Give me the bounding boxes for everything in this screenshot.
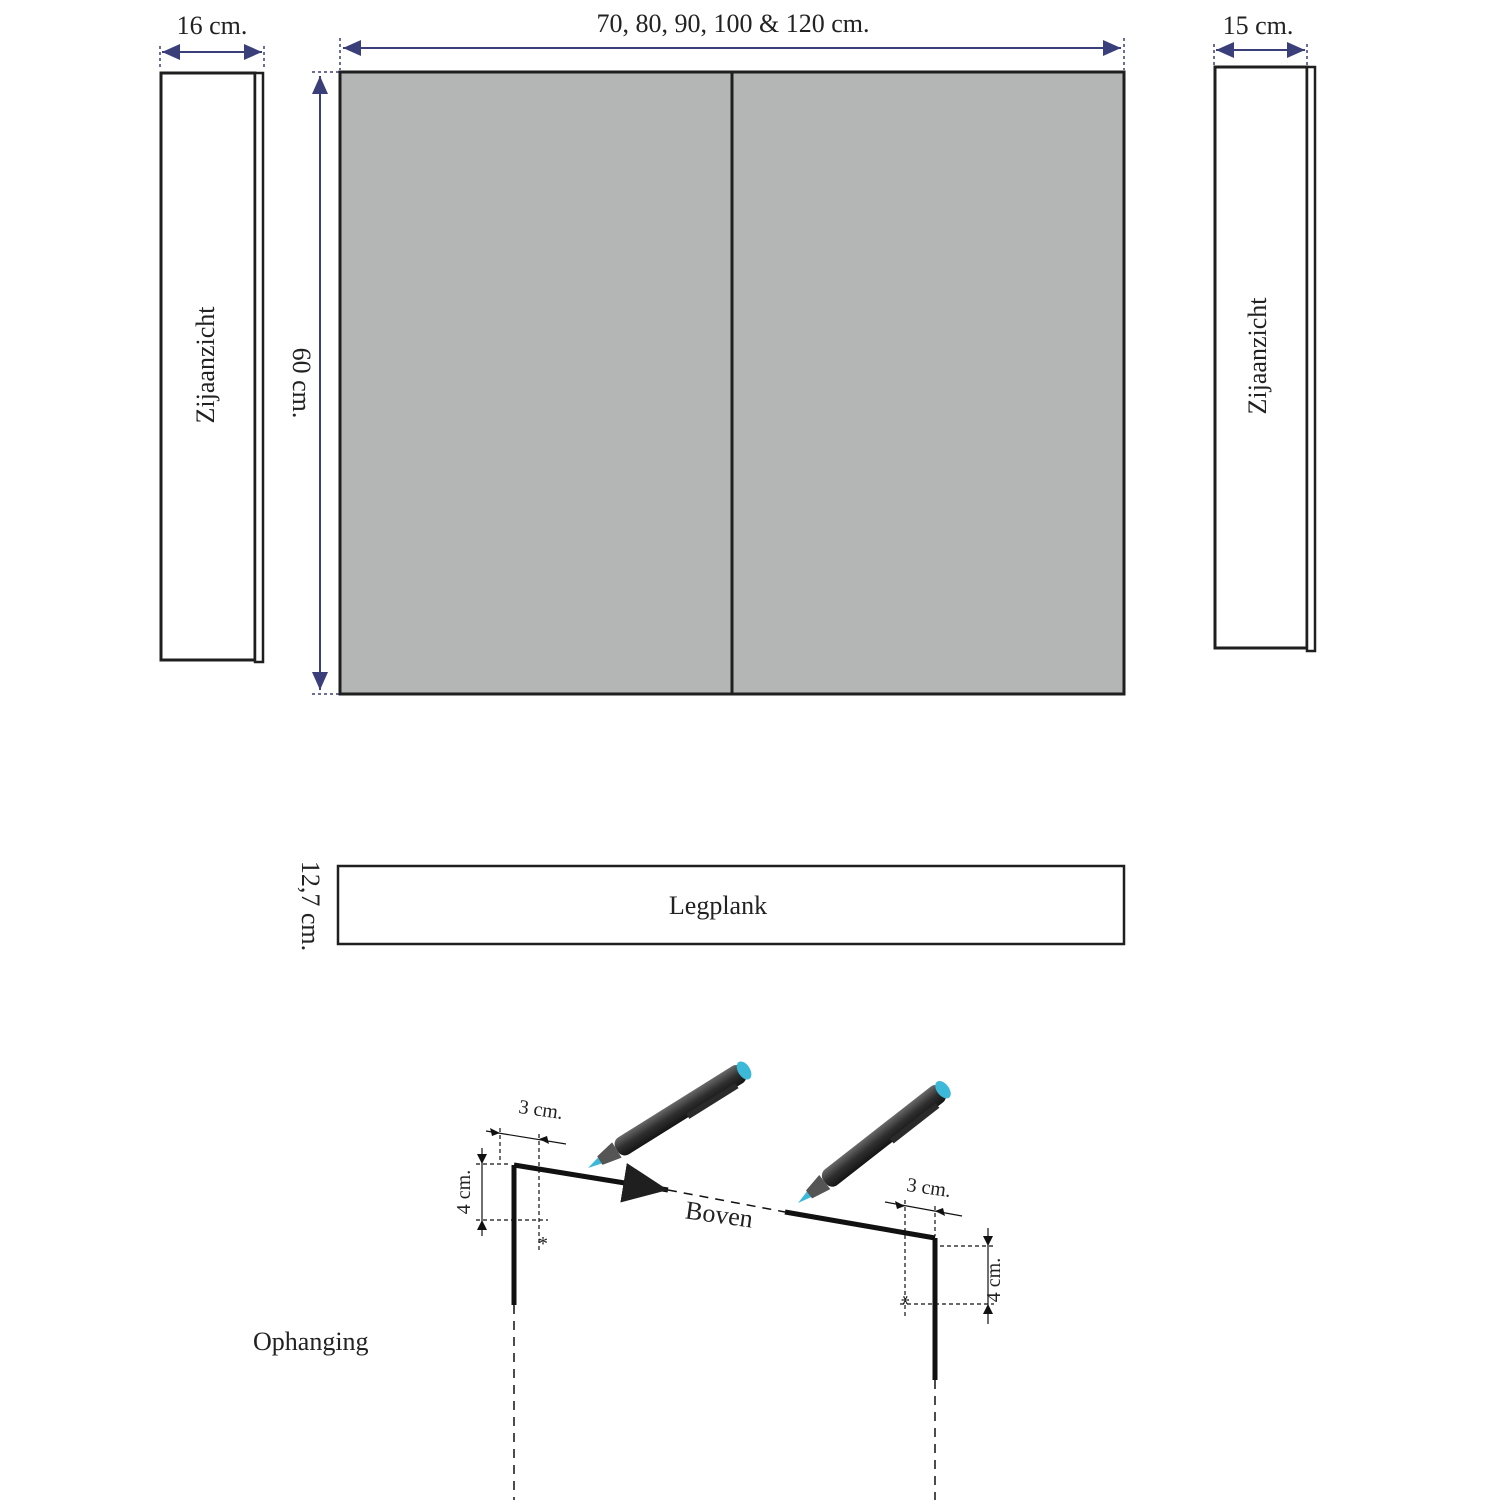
front-height-label: 60 cm. xyxy=(287,347,316,419)
left-side-view-label: Zijaanzicht xyxy=(191,306,220,424)
left-side-door-edge xyxy=(255,73,263,662)
right-side-door-edge xyxy=(1307,67,1315,651)
mounting-diagram xyxy=(253,1059,1005,1500)
left-marker: * xyxy=(538,1233,548,1255)
right-marker: * xyxy=(891,1295,913,1305)
right-side-view xyxy=(1214,11,1315,651)
shelf-height-label: 12,7 cm. xyxy=(296,860,325,952)
right-bracket-top-line xyxy=(785,1212,935,1238)
mounting-title: Ophanging xyxy=(253,1327,369,1356)
pen-icon xyxy=(583,1059,756,1178)
left-offset-label: 3 cm. xyxy=(517,1096,565,1125)
right-offset-label: 3 cm. xyxy=(905,1174,953,1203)
left-side-view xyxy=(160,11,264,662)
shelf-label: Legplank xyxy=(668,891,768,920)
right-width-label: 15 cm. xyxy=(1222,11,1294,40)
left-drop-label: 4 cm. xyxy=(453,1169,475,1215)
front-width-label: 70, 80, 90, 100 & 120 cm. xyxy=(596,9,870,38)
top-label: Boven xyxy=(683,1195,755,1234)
right-side-view-label: Zijaanzicht xyxy=(1243,297,1272,415)
front-view xyxy=(287,9,1124,694)
shelf-view xyxy=(296,861,1124,951)
left-bracket-top-line xyxy=(514,1165,668,1190)
right-drop-label: 4 cm. xyxy=(983,1257,1005,1303)
left-width-label: 16 cm. xyxy=(176,11,248,40)
